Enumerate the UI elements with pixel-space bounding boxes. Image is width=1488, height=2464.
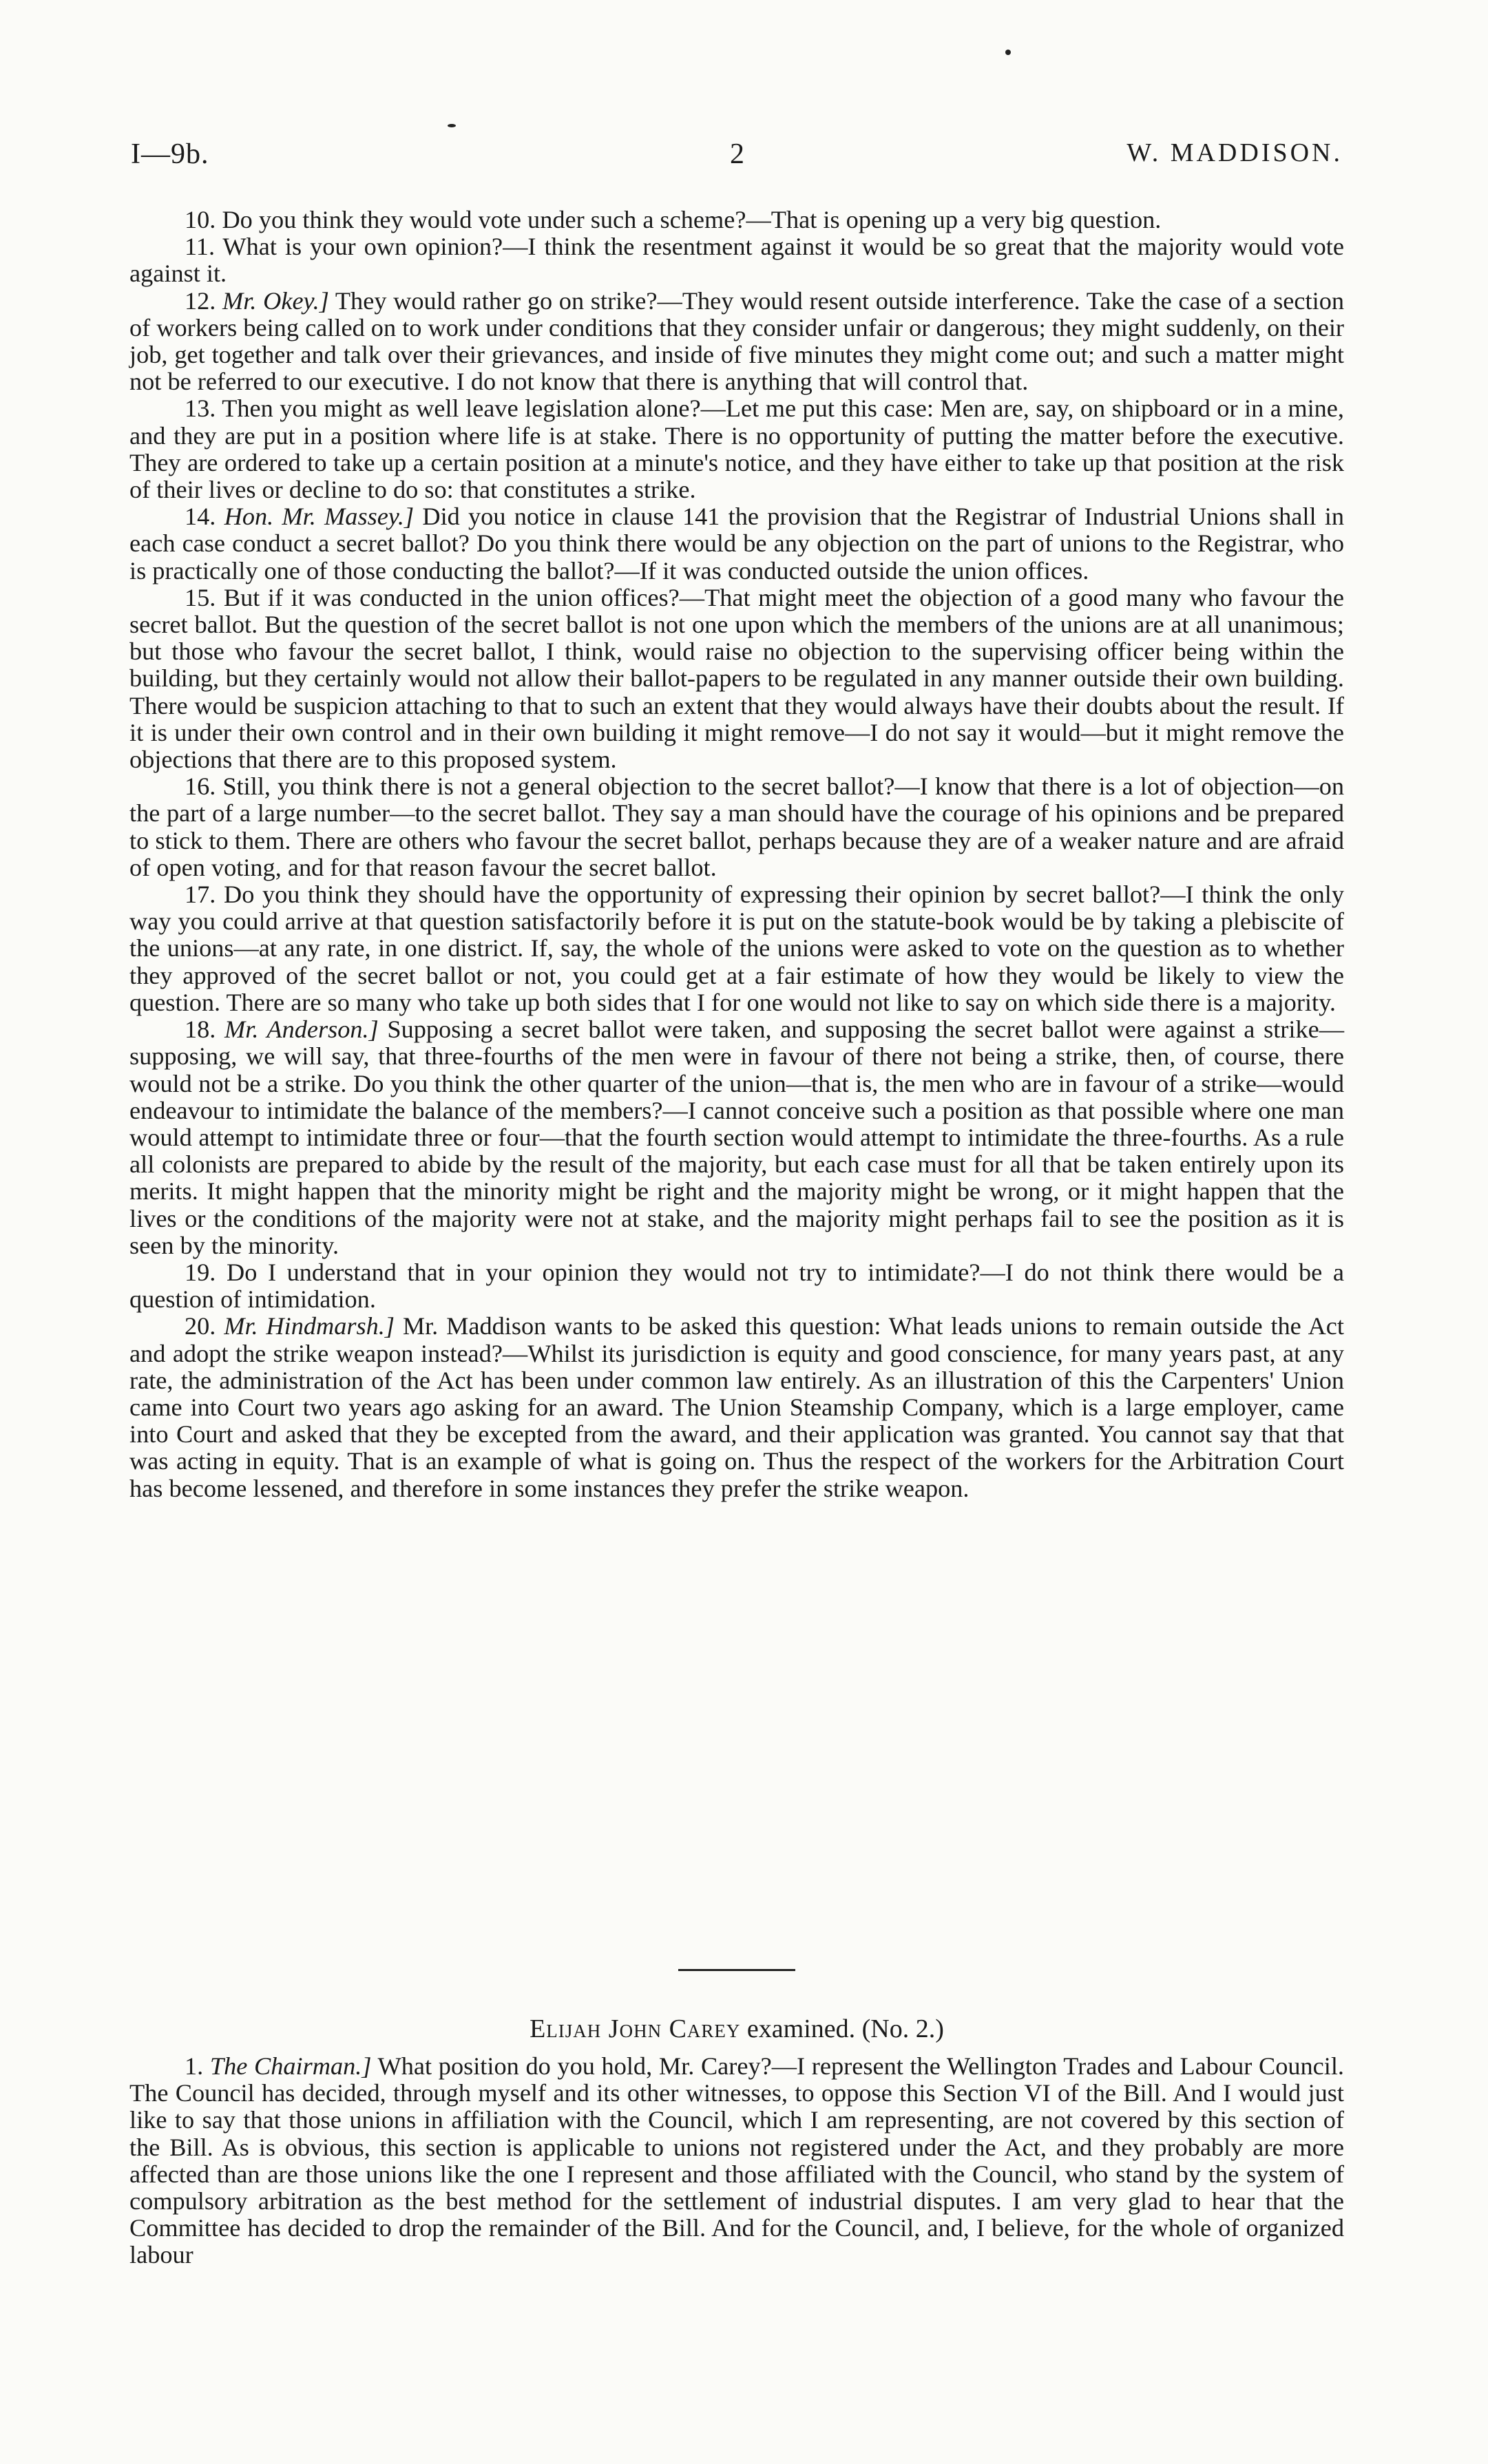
question-paragraph: 20. Mr. Hindmarsh.] Mr. Maddison wants to be asked this question: What leads unions to remain outside the Act and adopt the strike weapon instead?—Whilst its jurisdiction is equity and good conscience, for many years past, at any rate, the administration of the Act has been under common law entirely. As an illustration of this the Carpenters' Union came into Court two years ago asking for an award. The Union Steamship Company, which is a large employer, came into Court and asked that they be excepted from the award, and their application was granted. You cannot say that that was acting in equity. That is an example of what is going on. Thus the respect of the workers for the Arbitration Court has become lessened, and therefore in some instances they prefer the strike weapon. [129,1312,1345,1502]
ink-speck [1005,50,1011,55]
question-paragraph: 13. Then you might as well leave legislation alone?—Let me put this case: Men are, say, on shipboard or in a mine, and they are put in a position where life is at stake. There is no opportunity of putting the matter before the executive. They are ordered to take up a certain position at a minute's notice, and they have either to take up that position at the risk of their lives or decline to do so: that constitutes a strike. [129,394,1344,504]
section-divider [678,1969,795,1971]
question-paragraph: 17. Do you think they should have the opportunity of expressing their opinion by secret ballot?—I think the only way you could arrive at that question satisfactorily before it is put on the statute-book would be by taking a plebiscite of the unions—at any rate, in one district. If, say, the whole of the unions were asked to vote on the question as to whether they approved of the secret ballot or not, you could get at a fair estimate of how they would be likely to view the question. There are so many who take up both sides that I for one would not like to say on which side there is a majority. [129,881,1344,1016]
document-reference: I—9b. [131,138,209,170]
section-heading-suffix: examined. (No. 2.) [746,2014,944,2043]
question-paragraph: 18. Mr. Anderson.] Supposing a secret ballot were taken, and supposing the secret ballot were against a strike—supposing, we will say, that three-fourths of the men were in favour of there not being a strike, then, of course, there would not be a strike. Do you think the other quarter of the union—that is, the men who are in favour of a strike—would endeavour to intimidate the balance of the members?—I cannot conceive such a position as that possible where one man would attempt to intimidate three or four—that the fourth section would attempt to intimidate the three-fourths. As a rule all colonists are prepared to abide by the result of the majority, but each case must for all that be taken entirely upon its merits. It might happen that the minority might be right and the majority might be wrong, or it might happen that the lives or the conditions of the majority were not at stake, and the majority might perhaps fail to see the position as it is seen by the minority. [129,1015,1345,1259]
question-paragraph: 10. Do you think they would vote under such a scheme?—That is opening up a very big question. [185,206,1162,233]
witness-name-header: W. MADDISON. [1127,138,1343,167]
testimony-body-2 [129,2053,1344,2269]
question-paragraph: 1. The Chairman.] What position do you hold, Mr. Carey?—I represent the Wellington Trades and Labour Council. The Council has decided, through myself and its other witnesses, to oppose this Section VI of the Bill. And I would just like to say that those unions in affiliation with the Council, which I am representing, are not covered by this section of the Bill. As is obvious, this section is applicable to unions not registered under the Act, and they probably are more affected than are those unions like the one I represent and those affiliated with the Council, who stand by the system of compulsory arbitration as the best method for the settlement of industrial disputes. I am very glad to hear that the Committee has decided to drop the remainder of the Bill. And for the Council, and, I believe, for the whole of organized labour [129,2052,1345,2269]
section-heading [129,2014,1344,2044]
page-number: 2 [730,138,745,170]
question-paragraph: 14. Hon. Mr. Massey.] Did you notice in clause 141 the provision that the Registrar of Industrial Unions shall in each case conduct a secret ballot? Do you think there would be any objection on the part of unions to the Registrar, who is practically one of those conducting the ballot?—If it was conducted outside the union offices. [129,503,1345,585]
question-paragraph: 12. Mr. Okey.] They would rather go on strike?—They would resent outside interference. Take the case of a section of workers being called on to work under conditions that they consider unfair or dangerous; they might suddenly, on their job, get together and talk over their grievances, and inside of five minutes they might come out; and such a matter might not be referred to our executive. I do not know that there is anything that will control that. [129,286,1344,396]
witness-name: Elijah John Carey [530,2014,741,2043]
question-paragraph: 19. Do I understand that in your opinion they would not try to intimidate?—I do not think there would be a question of intimidation. [129,1258,1344,1314]
testimony-body [129,207,1344,1502]
page-header [131,138,1343,179]
question-paragraph: 11. What is your own opinion?—I think the resentment against it would be so great that the majority would vote against it. [129,233,1344,288]
question-paragraph: 15. But if it was conducted in the union offices?—That might meet the objection of a good many who favour the secret ballot. But the question of the secret ballot is not one upon which the members of the unions are at all unanimous; but those who favour the secret ballot, I think, would raise no objection to the supervising officer being within the building, but they certainly would not allow their ballot-papers to be regulated in any manner outside their own building. There would be suspicion attaching to that to such an extent that they would always have their doubts about the result. If it is under their own control and in their own building it might remove—I do not say it would—but it might remove the objections that there are to this proposed system. [129,583,1344,774]
ink-speck [448,124,456,127]
question-paragraph: 16. Still, you think there is not a general objection to the secret ballot?—I know that there is a lot of objection—on the part of a large number—to the secret ballot. They say a man should have the courage of his opinions and be prepared to stick to them. There are others who favour the secret ballot, perhaps because they are of a weaker nature and are afraid of open voting, and for that reason favour the secret ballot. [129,772,1344,881]
